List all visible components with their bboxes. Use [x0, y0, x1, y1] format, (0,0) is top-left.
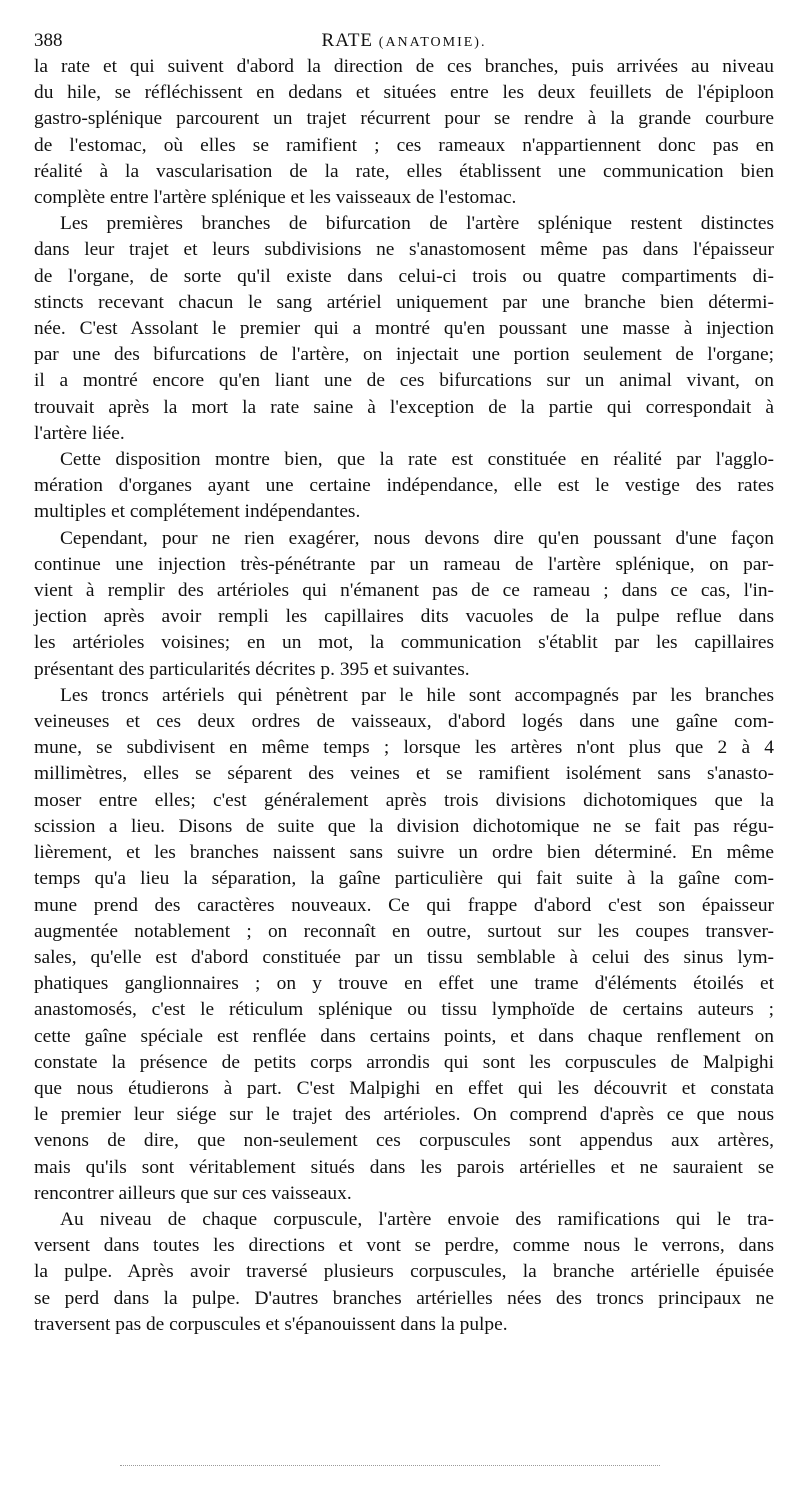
text-line: mération d'organes ayant une certaine indépendance, elle est le vestige des rates — [34, 475, 774, 497]
body-text — [34, 54, 774, 1338]
text-line: Cette disposition montre bien, que la rate est constituée en réalité par l'agglo- — [60, 449, 774, 471]
text-line: les artérioles voisines; en un mot, la communication s'établit par les capillaires — [34, 632, 774, 654]
text-line: dans leur trajet et leurs subdivisions ne s'anastomosent même pas dans l'épaisseur — [34, 239, 774, 261]
running-title-sub: (ANATOMIE). — [378, 35, 487, 50]
text-line: lièrement, et les branches naissent sans suivre un ordre bien déterminé. En même — [34, 842, 774, 864]
text-line: traversent pas de corpuscules et s'épanouissent dans la pulpe. — [34, 1313, 508, 1335]
text-line: millimètres, elles se séparent des veines et se ramifient isolément sans s'anasto- — [34, 763, 774, 785]
text-line: scission a lieu. Disons de suite que la division dichotomique ne se fait pas régu- — [34, 815, 774, 837]
text-line: gastro-splénique parcourent un trajet récurrent pour se rendre à la grande courbure — [34, 108, 774, 130]
text-line: phatiques ganglionnaires ; on y trouve en effet une trame d'éléments étoilés et — [34, 973, 774, 995]
text-line: complète entre l'artère splénique et les vaisseaux de l'estomac. — [34, 187, 517, 209]
text-line: réalité à la vascularisation de la rate, elles établissent une communication bien — [34, 160, 774, 182]
text-line: multiples et complétement indépendantes. — [34, 501, 361, 523]
text-line: la rate et qui suivent d'abord la direction de ces branches, puis arrivées au niveau — [34, 56, 774, 77]
footer-dotted-rule — [120, 1465, 660, 1466]
text-line: trouvait après la mort la rate saine à l'exception de la partie qui correspondait à — [34, 396, 774, 418]
text-line: augmentée notablement ; on reconnaît en outre, surtout sur les coupes transver- — [34, 920, 774, 942]
text-line: présentant des particularités décrites p. 395 et suivantes. — [34, 658, 470, 680]
text-line: Au niveau de chaque corpuscule, l'artère envoie des ramifications qui le tra- — [60, 1208, 774, 1230]
text-line: rencontrer ailleurs que sur ces vaisseaux. — [34, 1182, 352, 1204]
text-line: par une des bifurcations de l'artère, on injectait une portion seulement de l'organe; — [34, 344, 774, 366]
text-line: Les premières branches de bifurcation de l'artère splénique restent distinctes — [60, 213, 774, 235]
text-line: l'artère liée. — [34, 422, 125, 444]
text-line: versent dans toutes les directions et vont se perdre, comme nous le verrons, dans — [34, 1235, 774, 1257]
text-line: mune prend des caractères nouveaux. Ce qui frappe d'abord c'est son épaisseur — [34, 894, 774, 916]
text-line: que nous étudierons à part. C'est Malpighi en effet qui les découvrit et constata — [34, 1077, 774, 1099]
text-line: de l'estomac, où elles se ramifient ; ces rameaux n'appartiennent donc pas en — [34, 134, 774, 156]
text-line: Les troncs artériels qui pénètrent par le hile sont accompagnés par les branches — [60, 684, 774, 706]
text-line: Cependant, pour ne rien exagérer, nous devons dire qu'en poussant d'une façon — [60, 527, 774, 549]
text-line: veineuses et ces deux ordres de vaisseaux, d'abord logés dans une gaîne com- — [34, 711, 774, 733]
page-number: 388 — [34, 30, 63, 51]
text-line: née. C'est Assolant le premier qui a montré qu'en poussant une masse à injection — [34, 318, 774, 340]
text-line: le premier leur siége sur le trajet des artérioles. On comprend d'après ce que nous — [34, 1104, 774, 1126]
text-line: il a montré encore qu'en liant une de ces bifurcations sur un animal vivant, on — [34, 370, 774, 392]
running-header — [34, 30, 774, 54]
text-line: anastomosés, c'est le réticulum splénique ou tissu lymphoïde de certains auteurs ; — [34, 999, 774, 1021]
paragraph — [34, 211, 774, 447]
paragraph — [34, 54, 774, 211]
text-line: stincts recevant chacun le sang artériel uniquement par une branche bien détermi- — [34, 291, 774, 313]
paragraph — [34, 447, 774, 526]
text-line: la pulpe. Après avoir traversé plusieurs corpuscules, la branche artérielle épuisée — [34, 1261, 774, 1283]
text-line: jection après avoir rempli les capillaires dits vacuoles de la pulpe reflue dans — [34, 606, 774, 628]
running-title — [34, 30, 774, 52]
text-line: sales, qu'elle est d'abord constituée par un tissu semblable à celui des sinus lym- — [34, 946, 774, 968]
text-line: mune, se subdivisent en même temps ; lorsque les artères n'ont plus que 2 à 4 — [34, 737, 774, 759]
text-line: mais qu'ils sont véritablement situés dans les parois artérielles et ne sauraient se — [34, 1156, 774, 1178]
text-line: de l'organe, de sorte qu'il existe dans celui-ci trois ou quatre compartiments di- — [34, 265, 774, 287]
paragraph — [34, 526, 774, 683]
text-line: vient à remplir des artérioles qui n'émanent pas de ce rameau ; dans ce cas, l'in- — [34, 580, 774, 602]
running-title-main: RATE — [321, 30, 374, 51]
text-line: du hile, se réfléchissent en dedans et situées entre les deux feuillets de l'épiploon — [34, 82, 774, 104]
text-line: se perd dans la pulpe. D'autres branches artérielles nées des troncs principaux ne — [34, 1287, 774, 1309]
text-line: constate la présence de petits corps arrondis qui sont les corpuscules de Malpighi — [34, 1051, 774, 1073]
text-line: venons de dire, que non-seulement ces corpuscules sont appendus aux artères, — [34, 1130, 774, 1152]
paragraph — [34, 683, 774, 1207]
text-line: continue une injection très-pénétrante par un rameau de l'artère splénique, on par- — [34, 553, 774, 575]
book-page — [34, 30, 774, 1338]
text-line: cette gaîne spéciale est renflée dans certains points, et dans chaque renflement on — [34, 1025, 774, 1047]
text-line: temps qu'a lieu la séparation, la gaîne particulière qui fait suite à la gaîne com- — [34, 868, 774, 890]
paragraph — [34, 1207, 774, 1338]
text-line: moser entre elles; c'est généralement après trois divisions dichotomiques que la — [34, 789, 774, 811]
